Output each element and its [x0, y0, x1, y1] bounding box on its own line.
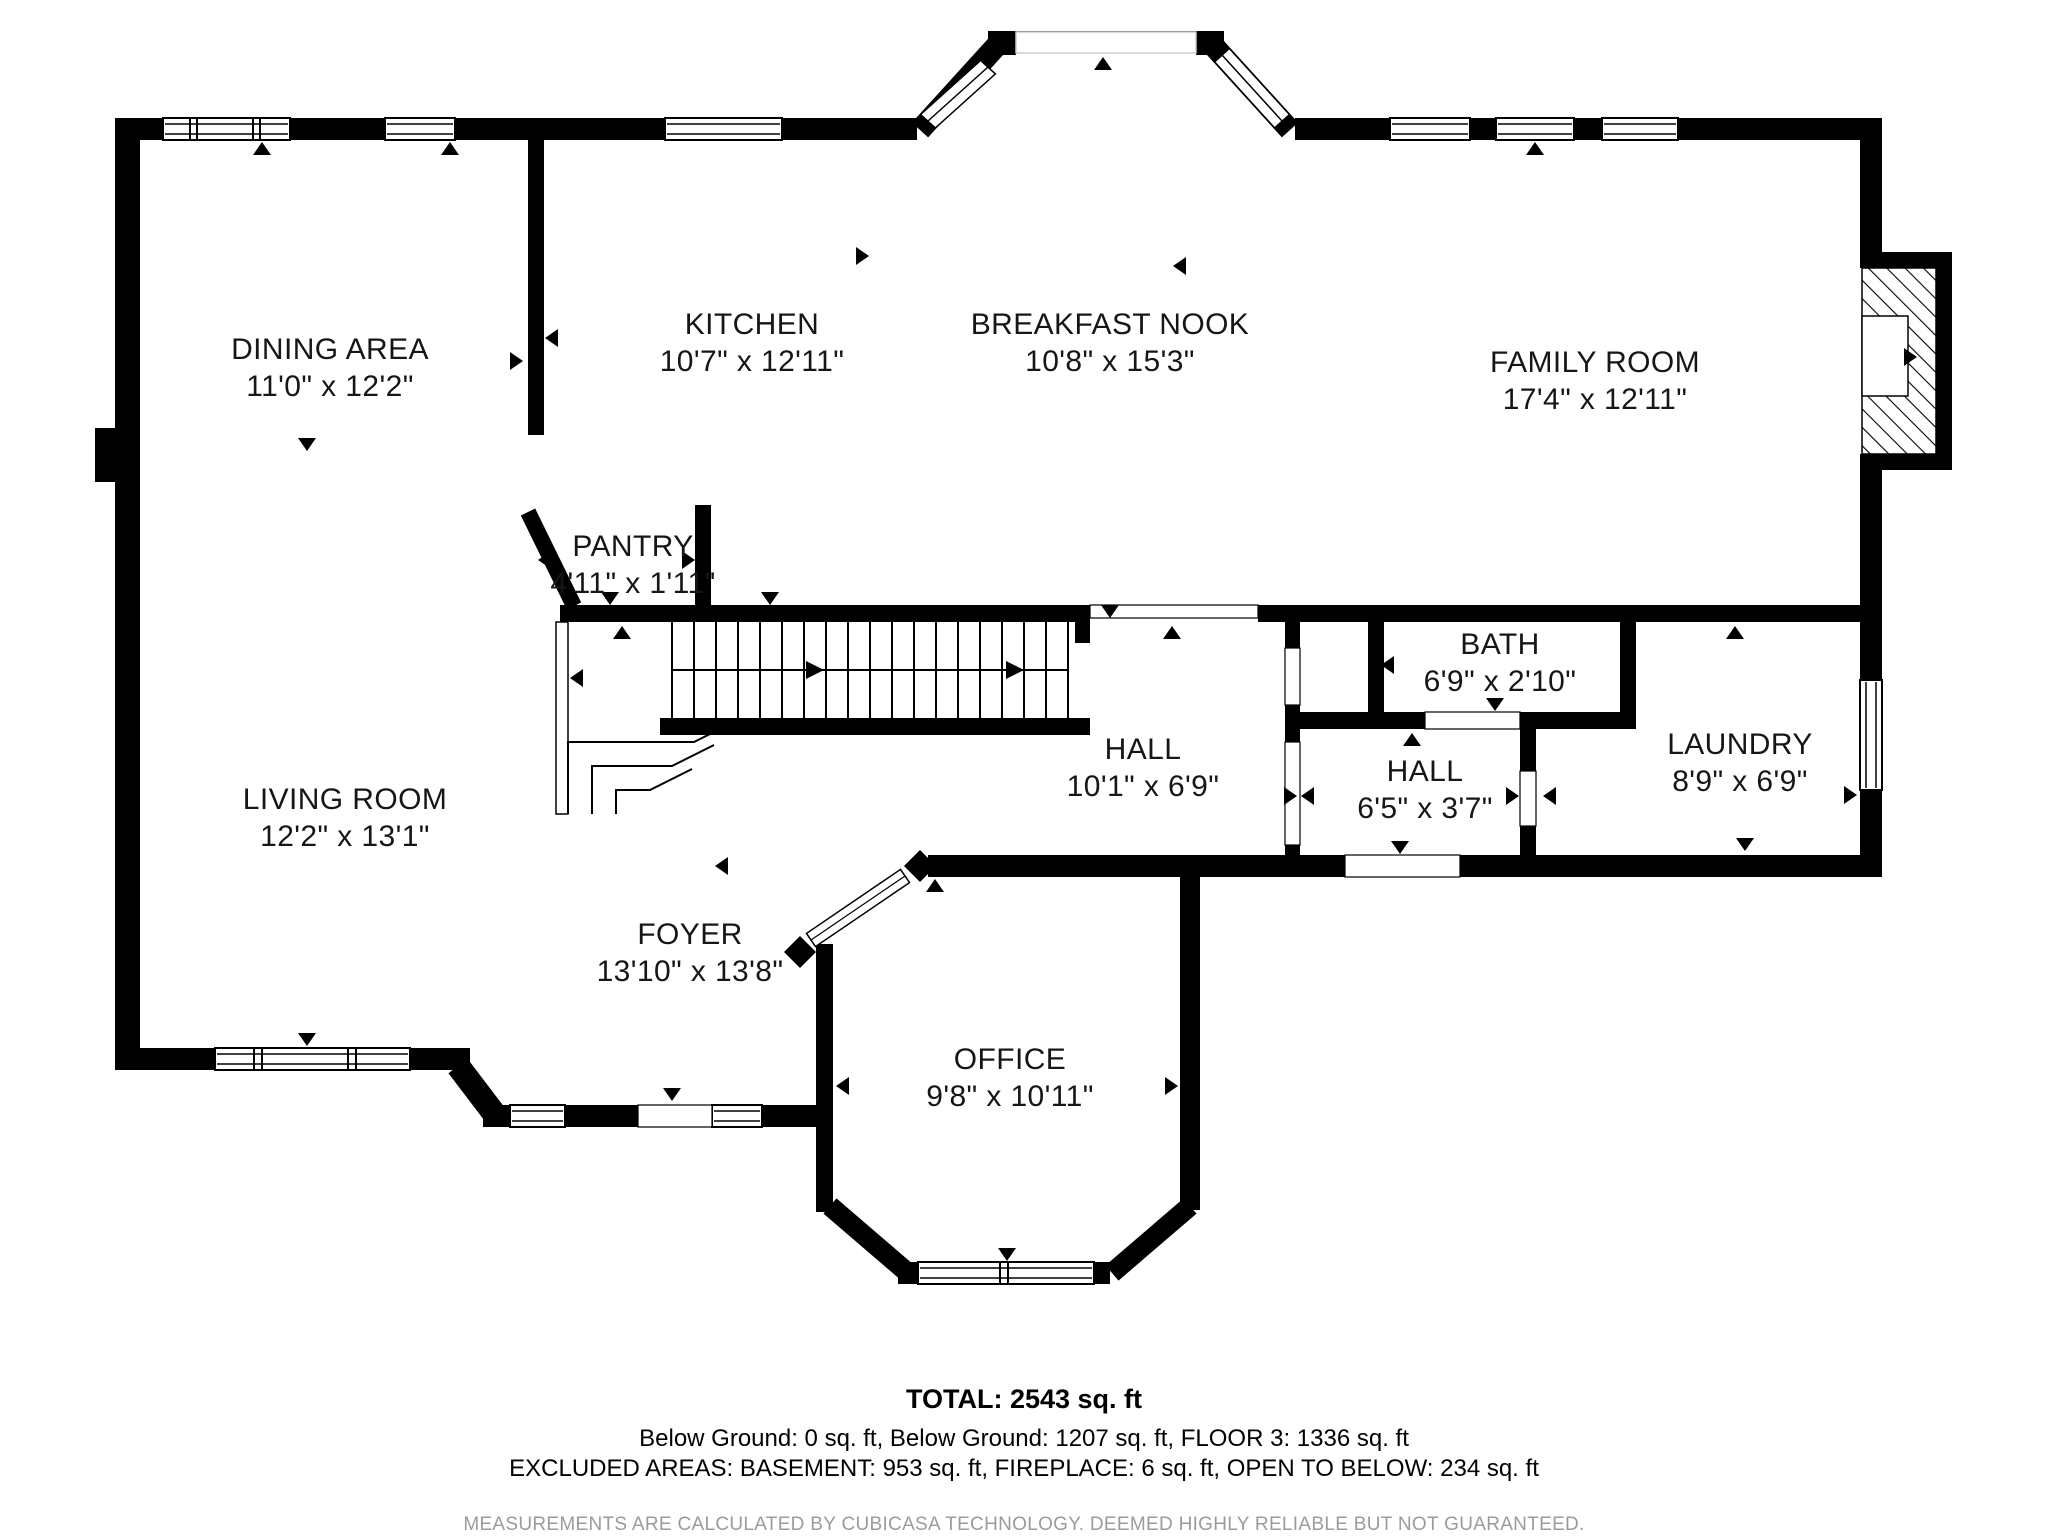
floor-areas-text: Below Ground: 0 sq. ft, Below Ground: 1207 sq. ft, FLOOR 3: 1336 sq. ft: [639, 1425, 1409, 1452]
window-foyer-1: [510, 1105, 565, 1127]
window-foyer-2: [712, 1105, 762, 1127]
window-laundry: [1860, 680, 1882, 790]
room-label-kitchen: [660, 306, 845, 380]
bay-window-office: [830, 1206, 1190, 1284]
window-family-2: [1496, 118, 1574, 140]
room-name: LAUNDRY: [1667, 728, 1813, 761]
excluded-areas-text: EXCLUDED AREAS: BASEMENT: 953 sq. ft, FIREPLACE: 6 sq. ft, OPEN TO BELOW: 234 sq. ft: [509, 1455, 1539, 1482]
bay-window-breakfast: [920, 31, 1290, 130]
room-dims: 10'1" x 6'9": [1066, 770, 1220, 803]
room-dims: 6'5" x 3'7": [1357, 792, 1493, 825]
room-name: BATH: [1460, 628, 1540, 661]
room-dims: 11'0" x 12'2": [246, 370, 414, 403]
window-family-1: [1390, 118, 1470, 140]
window-living: [215, 1048, 410, 1070]
room-name: HALL: [1104, 733, 1182, 766]
foyer-office-diagonal-window: [784, 850, 936, 968]
room-name: OFFICE: [953, 1043, 1067, 1076]
room-label-family-room: [1490, 344, 1700, 418]
room-name: FOYER: [637, 918, 743, 951]
room-dims: 12'2" x 13'1": [260, 820, 430, 853]
room-label-laundry: [1667, 726, 1813, 800]
room-name: DINING AREA: [231, 333, 429, 366]
window-family-3: [1602, 118, 1678, 140]
room-dims: 13'10" x 13'8": [596, 955, 784, 988]
room-dims: 8'9" x 6'9": [1672, 765, 1808, 798]
disclaimer-text: MEASUREMENTS ARE CALCULATED BY CUBICASA TECHNOLOGY. DEEMED HIGHLY RELIABLE BUT NOT GUARANTEED.: [463, 1514, 1585, 1535]
room-label-foyer: [597, 916, 784, 990]
room-name: KITCHEN: [684, 308, 820, 341]
room-dims: 6'9" x 2'10": [1423, 665, 1577, 698]
room-dims: 9'8" x 10'11": [926, 1080, 1094, 1113]
room-dims: 10'7" x 12'11": [659, 345, 845, 378]
room-name: PANTRY: [572, 530, 694, 563]
footer-summary: [0, 1384, 2048, 1536]
room-name: BREAKFAST NOOK: [970, 308, 1250, 341]
total-area-text: TOTAL: 2543 sq. ft: [905, 1384, 1143, 1414]
room-label-bath: [1424, 626, 1577, 700]
room-label-pantry: [550, 528, 715, 602]
room-label-breakfast-nook: [971, 306, 1249, 380]
room-dims: 10'8" x 15'3": [1025, 345, 1195, 378]
window-dining: [163, 118, 290, 140]
room-name: FAMILY ROOM: [1490, 346, 1700, 379]
room-label-dining: [231, 331, 429, 405]
room-label-hall-small: [1357, 753, 1493, 827]
room-name: HALL: [1386, 755, 1464, 788]
room-label-living-room: [243, 781, 447, 855]
room-dims: 17'4" x 12'11": [1502, 383, 1688, 416]
room-name: LIVING ROOM: [242, 783, 448, 816]
window-dining-2: [385, 118, 455, 140]
room-label-office: [926, 1041, 1094, 1115]
window-kitchen: [665, 118, 782, 140]
room-label-hall-main: [1067, 731, 1220, 805]
room-dims: 4'11" x 1'11": [550, 567, 716, 600]
